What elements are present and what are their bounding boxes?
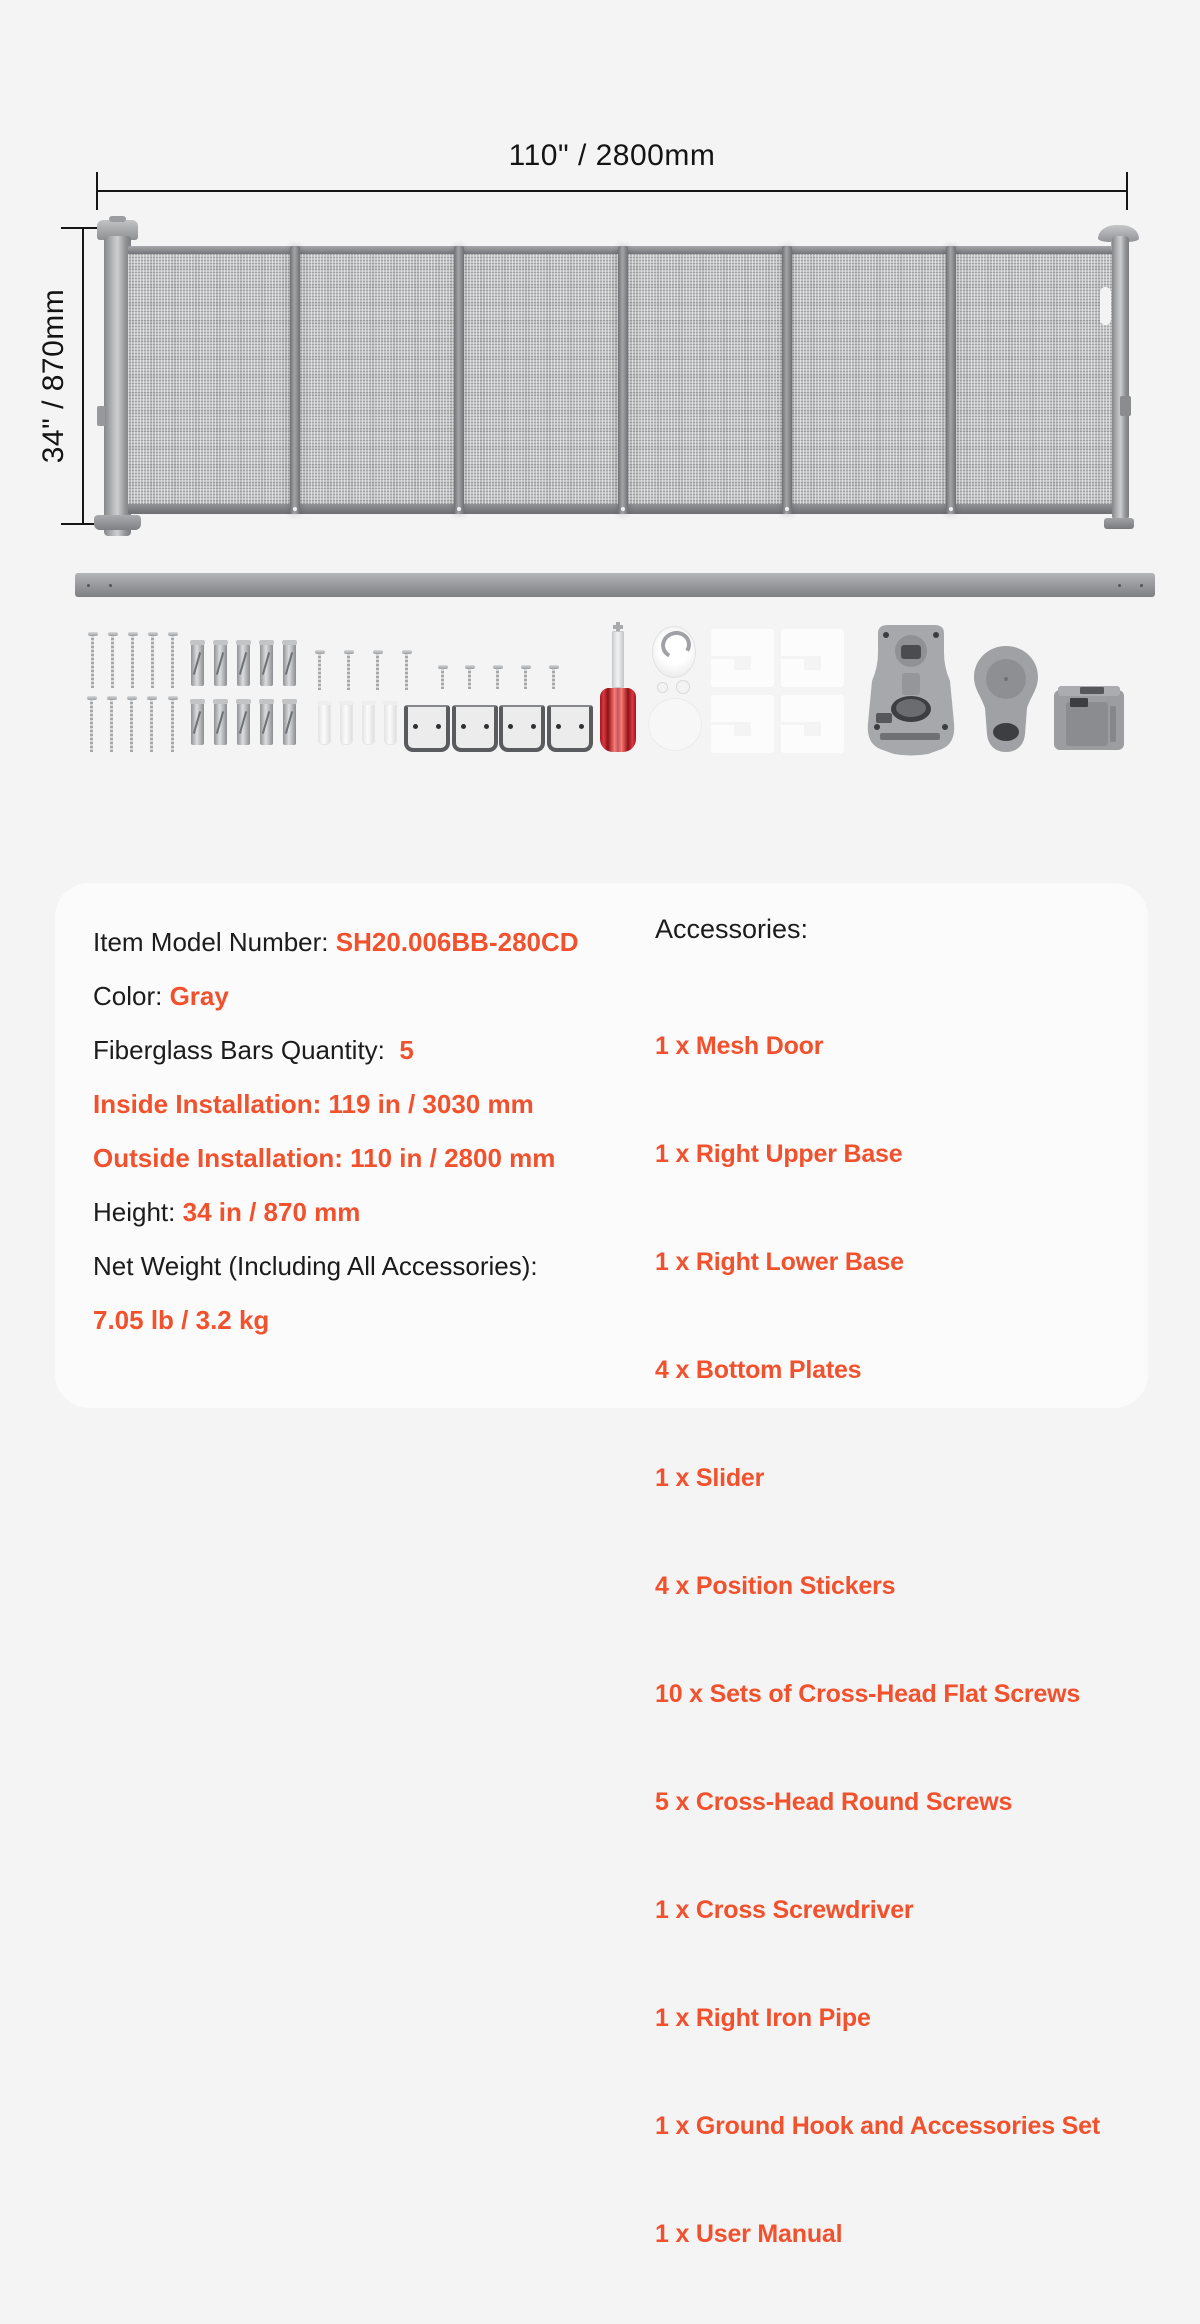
spec-row-net-weight-value: 7.05 lb / 3.2 kg <box>93 1305 270 1335</box>
accessory-item: 10 x Sets of Cross-Head Flat Screws <box>655 1680 1081 1708</box>
accessory-item: 1 x Slider <box>655 1464 765 1492</box>
flat-screw <box>130 700 133 752</box>
round-screw <box>347 654 350 690</box>
expansion-anchor <box>260 644 273 686</box>
accessories-section <box>655 913 1135 2324</box>
bottom-plate <box>452 705 498 752</box>
washer <box>657 682 668 693</box>
handle-slot <box>1100 287 1111 325</box>
left-post-latch <box>97 406 105 426</box>
fiberglass-bar <box>618 246 628 514</box>
right-post-clip <box>1120 396 1131 416</box>
dimension-tick-right <box>1126 172 1128 210</box>
accessories-title: Accessories: <box>655 914 809 944</box>
flat-screw <box>151 636 154 688</box>
mesh-panel <box>128 246 1114 514</box>
spec-row-net-weight-label: Net Weight (Including All Accessories): <box>93 1251 538 1281</box>
expansion-anchor <box>191 644 204 686</box>
small-screw <box>441 669 444 689</box>
pipe-hole <box>1118 584 1121 587</box>
accessory-item: 1 x Right Lower Base <box>655 1248 904 1276</box>
fiberglass-bar <box>946 246 956 514</box>
fiberglass-bar <box>782 246 792 514</box>
right-post-foot <box>1104 518 1134 529</box>
expansion-anchor <box>283 644 296 686</box>
flat-screw <box>171 700 174 752</box>
plastic-anchor <box>318 701 331 745</box>
flat-screw <box>91 636 94 688</box>
slider-illustration <box>1052 684 1126 752</box>
small-screw <box>496 669 499 689</box>
width-dimension-line <box>96 172 1128 210</box>
spec-row-outside-installation: Outside Installation: 110 in / 2800 mm <box>93 1143 556 1173</box>
small-screw <box>468 669 471 689</box>
spec-list <box>93 927 653 1336</box>
height-dimension-line <box>82 227 84 525</box>
right-upper-base-illustration <box>972 644 1040 754</box>
round-screw <box>405 654 408 690</box>
screwdriver-handle <box>600 688 636 752</box>
pipe-hole <box>87 584 90 587</box>
flat-screw <box>90 700 93 752</box>
position-sticker <box>711 629 774 687</box>
spec-value: SH20.006BB-280CD <box>335 927 579 957</box>
accessory-item: 1 x Right Iron Pipe <box>655 2004 871 2032</box>
small-screw <box>552 669 555 689</box>
mesh-door-illustration <box>94 220 1140 532</box>
fiberglass-bar <box>454 246 464 514</box>
round-screw <box>376 654 379 690</box>
spec-panel <box>55 883 1148 2248</box>
right-post <box>1112 236 1129 520</box>
pipe-hole <box>109 584 112 587</box>
right-lower-base-illustration <box>864 623 958 757</box>
accessory-item: 5 x Cross-Head Round Screws <box>655 1788 1013 1816</box>
bottom-plate <box>499 705 545 752</box>
spec-row-fiberglass-bars <box>93 1035 653 1066</box>
spec-value: 34 in / 870 mm <box>182 1197 361 1227</box>
height-dimension-label: 34" / 870mm <box>37 288 70 464</box>
expansion-anchor <box>191 703 204 745</box>
round-screw <box>318 654 321 690</box>
spec-row-color <box>93 981 653 1012</box>
accessories-list <box>655 956 1135 2324</box>
bottom-plate <box>404 705 450 752</box>
flat-screw <box>111 636 114 688</box>
bottom-plate <box>547 705 593 752</box>
cross-screwdriver-illustration <box>599 622 637 754</box>
spec-value: Gray <box>169 981 229 1011</box>
accessory-item: 1 x Ground Hook and Accessories Set <box>655 2112 1100 2140</box>
screwdriver-tip <box>613 625 623 629</box>
spec-label: Item Model Number: <box>93 927 336 957</box>
spec-row-height <box>93 1197 653 1228</box>
spec-row-model <box>93 927 653 958</box>
washer <box>676 680 690 694</box>
expansion-anchor <box>260 703 273 745</box>
position-sticker <box>711 695 774 753</box>
flat-screw <box>131 636 134 688</box>
expansion-anchor <box>283 703 296 745</box>
right-iron-pipe-illustration <box>75 573 1155 597</box>
expansion-anchor <box>214 703 227 745</box>
dimension-line <box>96 190 1128 192</box>
accessory-item: 1 x Cross Screwdriver <box>655 1896 914 1924</box>
accessory-item: 1 x User Manual <box>655 2220 843 2248</box>
position-sticker <box>781 695 844 753</box>
accessory-item: 1 x Right Upper Base <box>655 1140 903 1168</box>
plastic-anchor <box>362 701 375 745</box>
spec-row-inside-installation: Inside Installation: 119 in / 3030 mm <box>93 1089 534 1119</box>
spec-label: Height: <box>93 1197 183 1227</box>
expansion-anchor <box>237 644 250 686</box>
flat-screw <box>110 700 113 752</box>
ground-hook-ring <box>652 626 696 678</box>
flat-screw <box>150 700 153 752</box>
ground-hook-disc <box>648 698 702 751</box>
spec-label: Color: <box>93 981 170 1011</box>
expansion-anchor <box>214 644 227 686</box>
pipe-hole <box>1140 584 1143 587</box>
flat-screw <box>171 636 174 688</box>
expansion-anchor <box>237 703 250 745</box>
position-sticker <box>781 629 844 687</box>
accessory-item: 4 x Position Stickers <box>655 1572 896 1600</box>
left-roller-post <box>104 236 131 536</box>
small-screw <box>524 669 527 689</box>
accessory-item: 1 x Mesh Door <box>655 1032 824 1060</box>
spec-label: Fiberglass Bars Quantity: <box>93 1035 393 1065</box>
plastic-anchor <box>384 701 397 745</box>
plastic-anchor <box>340 701 353 745</box>
dimension-tick-left <box>96 172 98 210</box>
fiberglass-bar <box>290 246 300 514</box>
accessory-item: 4 x Bottom Plates <box>655 1356 862 1384</box>
width-dimension-label: 110" / 2800mm <box>508 139 716 172</box>
left-post-foot <box>94 515 141 530</box>
screwdriver-shaft <box>612 631 624 688</box>
spec-value: 5 <box>392 1035 414 1065</box>
